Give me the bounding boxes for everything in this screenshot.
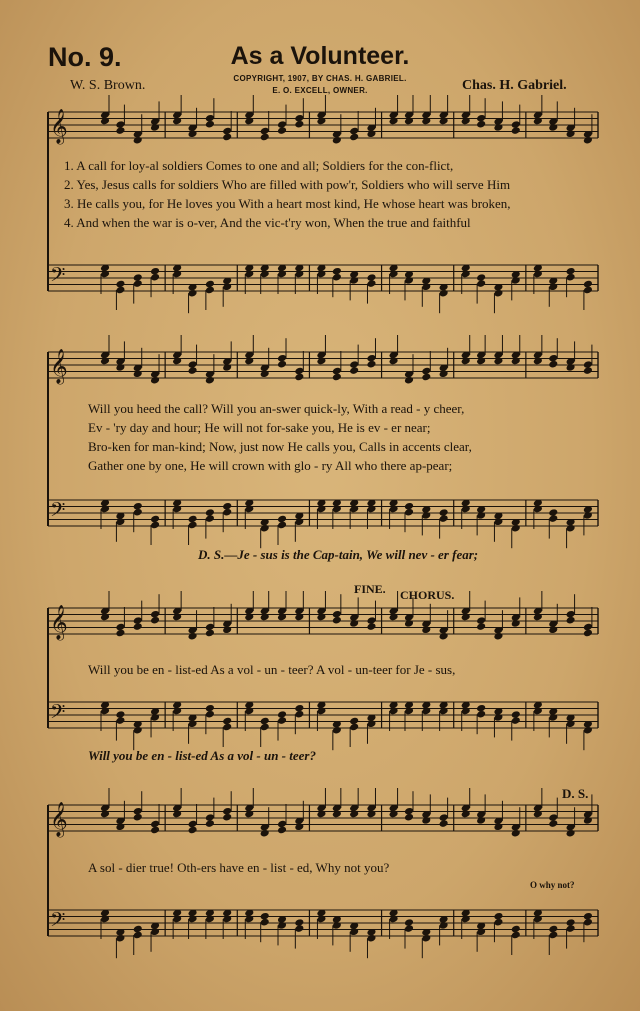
note-head [277, 126, 287, 135]
author: W. S. Brown. [70, 78, 146, 93]
note-head [332, 810, 342, 819]
treble-clef-icon: 𝄞 [50, 605, 68, 640]
note-head [349, 133, 359, 142]
verse-3-line: 3. He calls you, for He loves you With a heart most kind, He whose heart was broken, [64, 196, 511, 211]
note-head [244, 117, 254, 126]
chorus-lyric-line: Will you be en - list-ed As a vol - un - teer? A vol - un-teer for Je - sus, [88, 662, 456, 677]
note-head [566, 363, 576, 372]
note-head [493, 123, 503, 132]
note-head [533, 613, 543, 622]
note-head [188, 366, 198, 375]
note-head [421, 816, 431, 825]
note-head [548, 360, 558, 369]
note-head [150, 616, 160, 625]
note-head [316, 117, 326, 126]
hymn-title: As a Volunteer. [230, 42, 410, 70]
note-head [150, 826, 160, 835]
note-head [583, 136, 593, 145]
note-head [100, 613, 110, 622]
note-head [493, 632, 503, 641]
note-head [421, 117, 431, 126]
note-head [476, 357, 486, 366]
bass-echo-lyric: Will you be en - list-ed As a vol - un - teer? [88, 748, 316, 763]
note-head [439, 819, 449, 828]
note-head [389, 117, 399, 126]
note-head [349, 619, 359, 628]
verse-2-line: Ev - 'ry day and hour; He will not for-sake you, He is ev - er near; [88, 420, 431, 435]
note-head [260, 829, 270, 838]
note-head [389, 357, 399, 366]
note-head [583, 629, 593, 638]
note-head [533, 117, 543, 126]
fine-mark: FINE. [354, 582, 386, 596]
hymn-number: No. 9. [48, 42, 122, 72]
note-head [493, 822, 503, 831]
note-head [188, 826, 198, 835]
note-head [100, 810, 110, 819]
composer: Chas. H. Gabriel. [462, 78, 567, 93]
note-head [172, 357, 182, 366]
treble-clef-icon: 𝄞 [50, 349, 68, 384]
note-head [260, 613, 270, 622]
note-head [172, 810, 182, 819]
note-head [349, 366, 359, 375]
note-head [511, 357, 521, 366]
note-head [511, 619, 521, 628]
note-head [476, 816, 486, 825]
note-head [222, 813, 232, 822]
note-head [172, 613, 182, 622]
bass-clef-icon: 𝄢 [50, 498, 66, 526]
note-head [566, 129, 576, 138]
note-head [133, 369, 143, 378]
note-head [461, 810, 471, 819]
note-head [205, 629, 215, 638]
note-head [294, 373, 304, 382]
note-head [583, 816, 593, 825]
note-head [404, 117, 414, 126]
note-head [244, 613, 254, 622]
note-head [366, 810, 376, 819]
treble-clef-icon: 𝄞 [50, 802, 68, 837]
note-head [349, 810, 359, 819]
note-head [548, 819, 558, 828]
note-head [133, 622, 143, 631]
verse-3-line: Bro-ken for man-kind; Now, just now He calls you, Calls in accents clear, [88, 439, 472, 454]
note-head [205, 819, 215, 828]
chorus-mark: CHORUS. [400, 588, 455, 602]
note-head [332, 136, 342, 145]
note-head [115, 126, 125, 135]
chorus-lyric-line: A sol - dier true! Oth-ers have en - list - ed, Why not you? [88, 860, 390, 875]
note-head [511, 126, 521, 135]
note-head [294, 613, 304, 622]
note-head [366, 360, 376, 369]
note-head [461, 117, 471, 126]
note-head [493, 357, 503, 366]
note-head [133, 136, 143, 145]
note-head [461, 357, 471, 366]
note-head [421, 373, 431, 382]
bass-clef-icon: 𝄢 [50, 908, 66, 936]
note-head [188, 632, 198, 641]
note-head [511, 829, 521, 838]
note-head [366, 622, 376, 631]
note-head [316, 613, 326, 622]
note-head [150, 376, 160, 385]
note-head [332, 616, 342, 625]
echo-lyric: O why not? [530, 880, 575, 890]
note-head [476, 120, 486, 129]
note-head [260, 133, 270, 142]
copyright-owner: E. O. EXCELL, OWNER. [272, 86, 368, 95]
note-head [316, 357, 326, 366]
note-head [205, 376, 215, 385]
note-head [260, 369, 270, 378]
verse-4-line: 4. And when the war is o-ver, And the vic-t'ry won, When the true and faithful [64, 215, 471, 230]
ds-mark: D. S. [562, 786, 589, 801]
note-head [115, 822, 125, 831]
note-head [439, 632, 449, 641]
note-head [277, 360, 287, 369]
note-head [244, 357, 254, 366]
treble-clef-icon: 𝄞 [50, 109, 68, 144]
copyright-line: COPYRIGHT, 1907, BY CHAS. H. GABRIEL. [233, 74, 407, 83]
note-head [294, 120, 304, 129]
verse-4-line: Gather one by one, He will crown with glo - ry All who there ap-pear; [88, 458, 453, 473]
note-head [404, 619, 414, 628]
note-head [316, 810, 326, 819]
note-head [332, 373, 342, 382]
note-head [461, 613, 471, 622]
note-head [222, 363, 232, 372]
bass-clef-icon: 𝄢 [50, 700, 66, 728]
note-head [277, 826, 287, 835]
note-head [566, 829, 576, 838]
note-head [115, 363, 125, 372]
note-head [439, 117, 449, 126]
verse-2-line: 2. Yes, Jesus calls for soldiers Who are filled with pow'r, Soldiers who will serve Him [64, 177, 511, 192]
verse-1-line: 1. A call for loy-al soldiers Comes to one and all; Soldiers for the con-flict, [64, 158, 454, 173]
bass-clef-icon: 𝄢 [50, 263, 66, 291]
note-head [205, 120, 215, 129]
note-head [222, 625, 232, 634]
note-head [421, 625, 431, 634]
note-head [222, 133, 232, 142]
ds-lyric-line: D. S.—Je - sus is the Cap-tain, We will nev - er fear; [198, 547, 479, 562]
note-head [548, 123, 558, 132]
note-head [476, 622, 486, 631]
note-head [533, 357, 543, 366]
note-head [533, 810, 543, 819]
note-head [100, 117, 110, 126]
note-head [150, 123, 160, 132]
note-head [294, 822, 304, 831]
note-head [404, 376, 414, 385]
note-head [244, 810, 254, 819]
note-head [115, 629, 125, 638]
note-head [277, 613, 287, 622]
note-head [188, 129, 198, 138]
note-head [583, 366, 593, 375]
note-head [366, 129, 376, 138]
verse-1-line: Will you heed the call? Will you an-swer quick-ly, With a read - y cheer, [88, 401, 465, 416]
note-head [100, 357, 110, 366]
note-head [389, 810, 399, 819]
note-head [548, 625, 558, 634]
note-head [172, 117, 182, 126]
note-head [439, 369, 449, 378]
note-head [566, 616, 576, 625]
note-head [389, 613, 399, 622]
note-head [133, 813, 143, 822]
note-head [404, 813, 414, 822]
